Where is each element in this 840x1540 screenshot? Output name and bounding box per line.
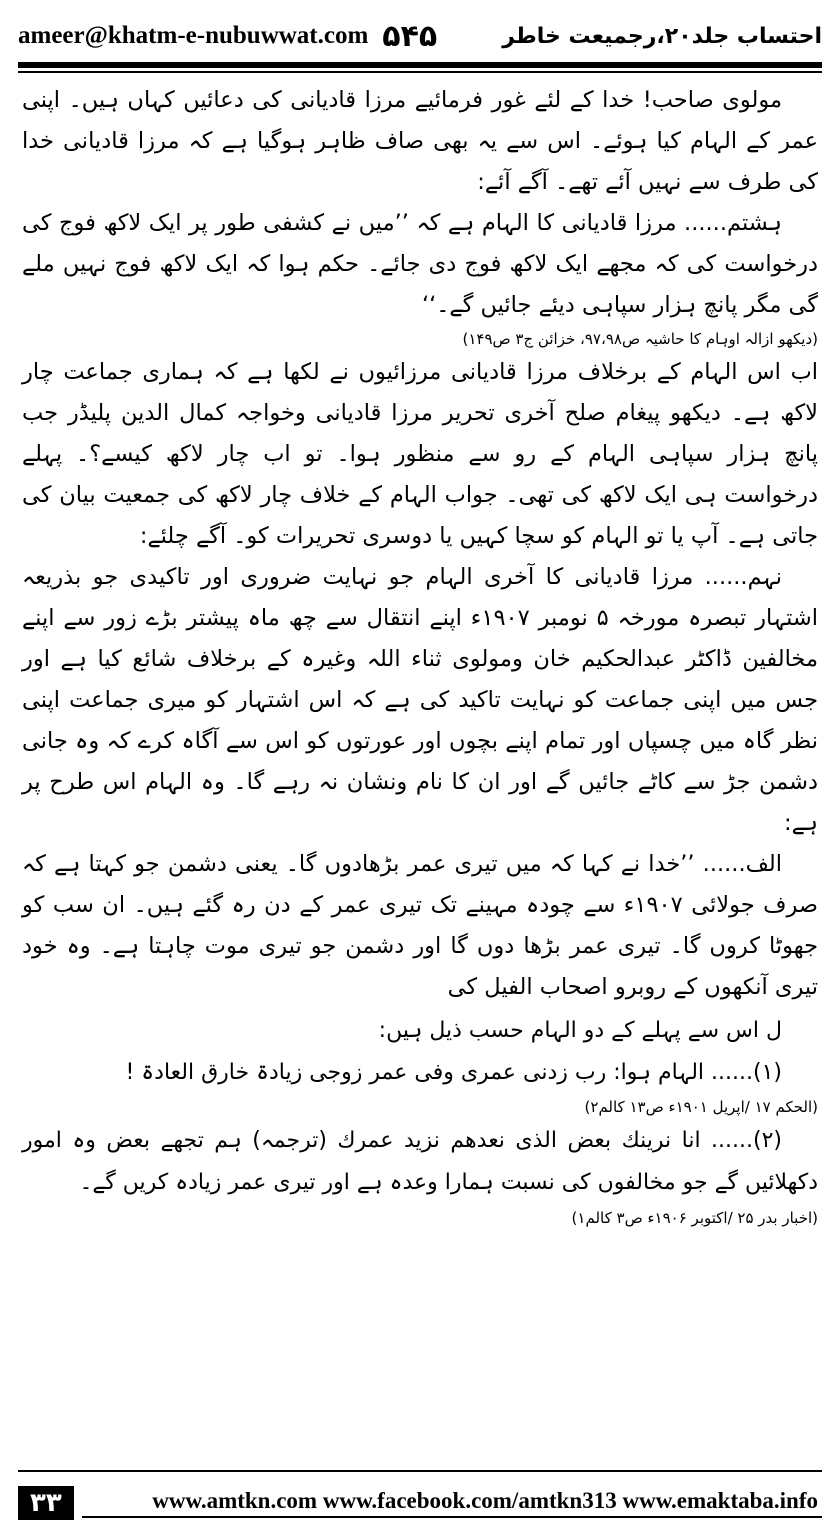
page-footer: [18, 1478, 822, 1528]
footnote-item-2: (۲)...... انا نرینك بعض الذی نعدهم نزید عمرك (ترجمہ) ہم تجھے بعض وہ امور دکھلائیں گے جو مخالفوں کی نسبت ہمارا وعدہ ہے اور تیری عمر زیادہ کریں گے۔: [22, 1128, 818, 1195]
footnote-item-2-reference: (اخبار بدر ۲۵ /اکتوبر ۱۹۰۶ء ص۳ کالم۱): [571, 1209, 818, 1227]
footer-urls: www.amtkn.com www.facebook.com/amtkn313 www.emaktaba.info: [82, 1488, 822, 1518]
header-left: [18, 19, 437, 54]
main-text: [22, 80, 818, 1008]
footnotes: [22, 1010, 818, 1232]
header-page-number: ۵۴۵: [382, 18, 438, 54]
paragraph-4: نہم...... مرزا قادیانی کا آخری الہام جو نہایت ضروری اور تاکیدی جو بذریعہ اشتہار تبصرہ مورخہ ۵ نومبر ۱۹۰۷ء اپنے انتقال سے چھ ماہ پیشتر بڑے زور سے اپنے مخالفین ڈاکٹر عبدالحکیم خان ومولوی ثناء اللہ وغیرہ کے برخلاف شائع کیا ہے اور جس میں اپنی جماعت کو نہایت تاکید کی ہے کہ اس اشتہار کو میری جماعت اپنی نظر گاہ میں چسپاں اور تمام اپنے بچوں اور عورتوں کو اس سے آگاہ کرے کہ وہ جانی دشمن جڑ سے کاٹے جائیں گے اور ان کا نام ونشان نہ رہے گا۔ وہ الہام اس طرح پر ہے:: [22, 564, 818, 836]
paragraph-5: الف...... ’’خدا نے کہا کہ میں تیری عمر بڑھادوں گا۔ یعنی دشمن جو کہتا ہے کہ صرف جولائی ۱۹۰۷ء سے چودہ مہینے تک تیری عمر کے دن رہ گئے ہیں۔ ان سب کو جھوٹا کروں گا۔ تیری عمر بڑھا دوں گا اور دشمن جو تیری موت چاہتا ہے۔ وہ خود تیری آنکھوں کے روبرو اصحاب الفیل کی: [22, 851, 818, 1000]
page-header: [18, 14, 822, 58]
header-rule-thick: [18, 62, 822, 68]
paragraph-1: مولوی صاحب! خدا کے لئے غور فرمائیے مرزا قادیانی کی دعائیں کہاں ہیں۔ اپنی عمر کے الہام کیا ہوئے۔ اس سے یہ بھی صاف ظاہر ہوگیا ہے کہ مرزا قادیانی خدا کی طرف سے نہیں آئے تھے۔ آگے آئے:: [22, 87, 818, 195]
paragraph-2-reference: (دیکھو ازالہ اوہام کا حاشیہ ص۹۷،۹۸، خزائن ج۳ ص۱۴۹): [462, 330, 818, 348]
paragraph-3: اب اس الہام کے برخلاف مرزا قادیانی مرزائیوں نے لکھا ہے کہ ہماری جماعت چار لاکھ ہے۔ دیکھو پیغام صلح آخری تحریر مرزا قادیانی وخواجہ کمال الدین پلیڈر جب پانچ ہزار سپاہی الہام کے رو سے منظور ہوا۔ تو اب چار لاکھ کیسے؟۔ پہلے درخواست ہی ایک لاکھ کی تھی۔ جواب الہام کے خلاف چار لاکھ کی جمعیت بیان کی جاتی ہے۔ آپ یا تو الہام کو سچا کہیں یا دوسری تحریرات کو۔ آگے چلئے:: [22, 359, 818, 549]
header-rule-thin: [18, 71, 822, 73]
footnote-intro: ل اس سے پہلے کے دو الہام حسب ذیل ہیں:: [378, 1018, 782, 1043]
footer-rule: [18, 1470, 822, 1472]
footnote-item-1: (۱)...... الہام ہوا: رب زدنی عمری وفی عمر زوجی زیادۃ خارق العادۃ !: [125, 1060, 782, 1085]
paragraph-2: ہشتم...... مرزا قادیانی کا الہام ہے کہ ’’میں نے کشفی طور پر ایک لاکھ فوج کی درخواست کی کہ مجھے ایک لاکھ فوج دی جائے۔ حکم ہوا کہ ایک لاکھ فوج نہیں ملے گی مگر پانچ ہزار سپاہی دیئے جائیں گے۔‘‘: [22, 210, 818, 318]
footer-page-number: ۳۳: [18, 1486, 74, 1520]
header-book-title: احتساب جلد۲۰،رجمیعت خاطر: [502, 23, 822, 49]
footnote-item-1-reference: (الحکم ۱۷ /اپریل ۱۹۰۱ء ص۱۳ کالم۲): [584, 1098, 818, 1116]
header-email: ameer@khatm-e-nubuwwat.com: [18, 22, 369, 49]
